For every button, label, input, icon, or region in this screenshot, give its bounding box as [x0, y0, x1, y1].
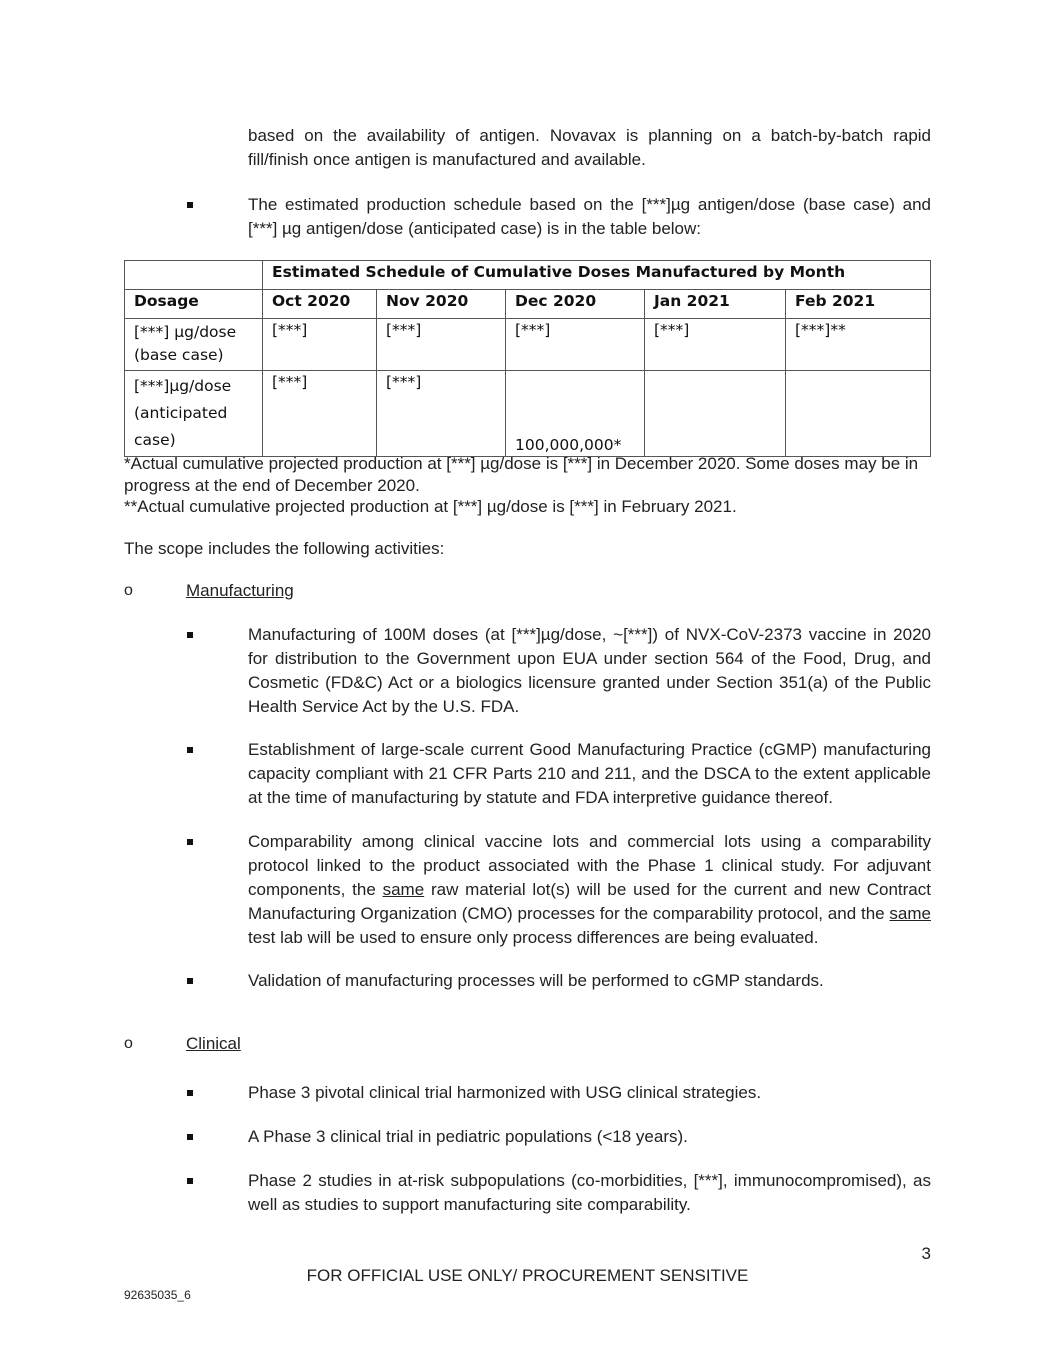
column-header: Nov 2020 — [377, 290, 506, 319]
table-cell: [***] — [263, 371, 377, 457]
dosage-line: (anticipated case) — [134, 404, 228, 449]
column-header: Dec 2020 — [506, 290, 645, 319]
dosage-line: [***]µg/dose — [134, 377, 232, 395]
dosage-cell: [***] µg/dose (base case) — [125, 319, 263, 371]
table-cell: [***]** — [786, 319, 931, 371]
manufacturing-bullet-2: Establishment of large-scale current Good Manufacturing Practice (cGMP) manufacturing capacity compliant with 21 CFR Parts 210 and 211, and the DSCA to the extent applicable at the time of manufacturing by statute and FDA interpretive guidance thereof. — [248, 740, 931, 807]
bullet-marker — [187, 1178, 193, 1184]
bullet-marker — [187, 978, 193, 984]
text-run: test lab will be used to ensure only process differences are being evaluated. — [248, 928, 819, 947]
table-cell: [***] — [263, 319, 377, 371]
manufacturing-bullet-3 — [248, 830, 931, 950]
column-header: Jan 2021 — [645, 290, 786, 319]
column-header: Feb 2021 — [786, 290, 931, 319]
schedule-bullet-text: The estimated production schedule based on the [***]µg antigen/dose (base case) and [***] µg antigen/dose (anticipated case) is in the table below: — [248, 195, 931, 238]
table-column-header-row — [125, 290, 931, 319]
bullet-marker — [187, 839, 193, 845]
table-cell: [***] — [377, 319, 506, 371]
table-cell — [645, 371, 786, 457]
clinical-bullet-3: Phase 2 studies in at-risk subpopulations (co-morbidities, [***], immunocompromised), as well as studies to support manufacturing site comparability. — [248, 1171, 931, 1214]
footnote-2: **Actual cumulative projected production at [***] µg/dose is [***] in February 2021. — [124, 497, 737, 516]
scope-intro: The scope includes the following activities: — [124, 539, 445, 558]
section-heading-manufacturing: Manufacturing — [186, 581, 294, 600]
manufacturing-bullet-4: Validation of manufacturing processes will be performed to cGMP standards. — [248, 971, 824, 990]
table-row — [125, 371, 931, 457]
emphasis-same: same — [382, 880, 425, 899]
clinical-bullet-1: Phase 3 pivotal clinical trial harmonized with USG clinical strategies. — [248, 1083, 762, 1102]
bullet-marker — [187, 202, 193, 208]
bullet-marker — [187, 1134, 193, 1140]
footnote-1: *Actual cumulative projected production at [***] µg/dose is [***] in December 2020. Some doses may be in progress at the end of December 2020. — [124, 454, 919, 495]
page-number: 3 — [921, 1244, 931, 1263]
table-cell: 100,000,000* — [506, 371, 645, 457]
bullet-marker — [187, 1090, 193, 1096]
section-heading-clinical: Clinical — [186, 1034, 241, 1053]
text-run: raw material lot(s) will be used for the current and new Contract Manufacturing Organization (CMO) processes for the comparability protocol, and the — [248, 880, 931, 923]
list-circle-marker: o — [124, 1035, 133, 1052]
table-corner-cell — [125, 261, 263, 290]
column-header: Dosage — [125, 290, 263, 319]
list-circle-marker: o — [124, 582, 133, 599]
bullet-marker — [187, 632, 193, 638]
table-cell — [786, 371, 931, 457]
table-cell: [***] — [645, 319, 786, 371]
intro-paragraph: based on the availability of antigen. Novavax is planning on a batch-by-batch rapid fill/finish once antigen is manufactured and available. — [248, 126, 931, 169]
bullet-marker — [187, 747, 193, 753]
emphasis-same: same — [889, 904, 931, 923]
dosage-cell — [125, 371, 263, 457]
table-group-header: Estimated Schedule of Cumulative Doses Manufactured by Month — [263, 261, 931, 290]
document-id: 92635035_6 — [124, 1288, 191, 1302]
text-run: Comparability among clinical vaccine lots and commercial lots using a comparability protocol linked to the product associated with the Phase 1 clinical study. For adjuvant components, the — [248, 832, 931, 899]
manufacturing-bullet-1: Manufacturing of 100M doses (at [***]µg/dose, ~[***]) of NVX-CoV-2373 vaccine in 2020 for distribution to the Government upon EUA under section 564 of the Food, Drug, and Cosmetic (FD&C) Act or a biologics licensure granted under Section 351(a) of the Public Health Service Act by the U.S. FDA. — [248, 625, 931, 716]
table-row — [125, 319, 931, 371]
column-header: Oct 2020 — [263, 290, 377, 319]
production-schedule-table — [124, 260, 931, 457]
table-cell: [***] — [377, 371, 506, 457]
security-notice: FOR OFFICIAL USE ONLY/ PROCUREMENT SENSITIVE — [306, 1266, 749, 1285]
table-cell: [***] — [506, 319, 645, 371]
clinical-bullet-2: A Phase 3 clinical trial in pediatric populations (<18 years). — [248, 1127, 688, 1146]
